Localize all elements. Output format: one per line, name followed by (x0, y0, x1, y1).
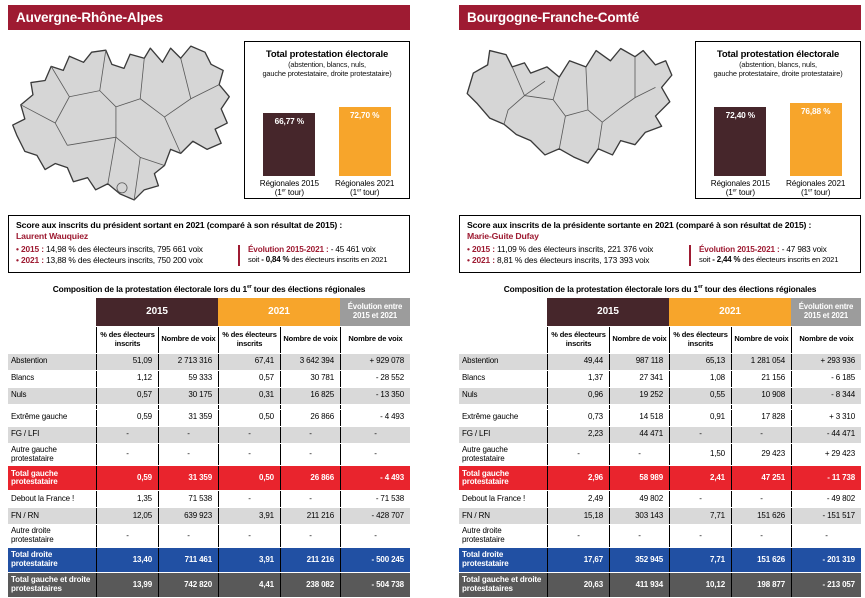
row-label: FG / LFI (459, 427, 547, 443)
bar-value: 66,77 % (274, 115, 305, 126)
evolution-subline: soit - 0,84 % des électeurs inscrits en 2021 (248, 254, 388, 264)
row-cell: - (669, 491, 731, 507)
col-header: Nombre de voix (791, 327, 861, 353)
evolution-line: Évolution 2015-2021 : - 47 983 voix (699, 244, 827, 254)
table-row (459, 466, 861, 490)
row-cell: - (280, 491, 340, 507)
row-cell: - (547, 525, 609, 547)
col-header: % des électeurs inscrits (96, 327, 158, 353)
row-label: Total droite protestataire (8, 548, 96, 572)
row-cell: 639 923 (158, 508, 218, 524)
row-cell: 51,09 (96, 354, 158, 370)
row-cell: 16 825 (280, 388, 340, 404)
row-cell: 31 359 (158, 466, 218, 490)
row-cell: 15,18 (547, 508, 609, 524)
row-cell: 211 216 (280, 508, 340, 524)
row-cell: 303 143 (609, 508, 669, 524)
row-label: Total gauche protestataire (8, 466, 96, 490)
table-row (8, 573, 410, 597)
row-label: Extrême gauche (8, 410, 96, 426)
row-label: Autre droite protestataire (8, 525, 96, 547)
row-cell: 352 945 (609, 548, 669, 572)
row-cell: + 29 423 (791, 444, 861, 466)
row-cell: 3,91 (218, 548, 280, 572)
region-title: Bourgogne-Franche-Comté (459, 5, 861, 30)
row-label: Autre gauche protestataire (459, 444, 547, 466)
row-cell: 0,31 (218, 388, 280, 404)
table-row (8, 427, 410, 443)
row-label: Total gauche protestataire (459, 466, 547, 490)
row-cell: 65,13 (669, 354, 731, 370)
row-cell: - (340, 525, 410, 547)
row-cell: 3 642 394 (280, 354, 340, 370)
row-cell: 711 461 (158, 548, 218, 572)
row-label (459, 405, 547, 409)
row-cell: - 500 245 (340, 548, 410, 572)
table-row (459, 410, 861, 426)
row-cell: 2,96 (547, 466, 609, 490)
row-cell: - (609, 444, 669, 466)
score-divider (238, 245, 240, 266)
evolution-block (248, 244, 402, 267)
row-label: Nuls (459, 388, 547, 404)
row-cell: - 44 471 (791, 427, 861, 443)
row-label: Total droite protestataire (459, 548, 547, 572)
row-label: Blancs (459, 371, 547, 387)
composition-table (8, 297, 410, 598)
table-row (459, 388, 861, 404)
total-protest-chart (244, 41, 410, 199)
row-cell: 0,73 (547, 410, 609, 426)
bar-label: Régionales 2021 (1er tour) (335, 178, 395, 197)
row-cell: - 201 319 (791, 548, 861, 572)
table-row (8, 371, 410, 387)
row-cell: 7,71 (669, 548, 731, 572)
table-row (459, 427, 861, 443)
row-cell: 49 802 (609, 491, 669, 507)
row-cell: - (218, 427, 280, 443)
table-row (8, 354, 410, 370)
table-group-header-row (459, 298, 861, 326)
row-cell: - 28 552 (340, 371, 410, 387)
bar-group-2021 (785, 83, 847, 200)
row-cell: + 293 936 (791, 354, 861, 370)
region-map-auvergne-rhone-alpes (8, 36, 236, 204)
table-row (8, 548, 410, 572)
row-cell: - 49 802 (791, 491, 861, 507)
row-cell: 3,91 (218, 508, 280, 524)
row-cell: - 11 738 (791, 466, 861, 490)
header-2015: 2015 (547, 298, 669, 326)
row-cell: 2,23 (547, 427, 609, 443)
score-lines (16, 244, 238, 267)
row-cell: 0,55 (669, 388, 731, 404)
bar-value: 72,40 % (725, 109, 756, 120)
table-subheader-row (8, 327, 410, 353)
row-label: Extrême gauche (459, 410, 547, 426)
table-title: Composition de la protestation électorale lors du 1er tour des élections régionales (52, 283, 366, 294)
bar-chart (696, 83, 860, 200)
row-cell: 17,67 (547, 548, 609, 572)
row-cell: - 6 185 (791, 371, 861, 387)
header-2021: 2021 (218, 298, 340, 326)
row-cell: 26 866 (280, 466, 340, 490)
region-map-bourgogne-franche-comte (459, 36, 679, 192)
row-cell: 987 118 (609, 354, 669, 370)
row-cell (280, 405, 340, 409)
row-cell: - (218, 444, 280, 466)
score-heading: Score aux inscrits du président sortant en 2021 (comparé à son résultat de 2015) : (16, 220, 343, 230)
table-row (8, 466, 410, 490)
table-row (459, 525, 861, 547)
row-cell: - (669, 427, 731, 443)
table-group-header-row (8, 298, 410, 326)
table-row (459, 573, 861, 597)
bar-chart (245, 83, 409, 200)
bar-label: Régionales 2015 (1er tour) (259, 178, 319, 197)
row-cell: 27 341 (609, 371, 669, 387)
evolution-line: Évolution 2015-2021 : - 45 461 voix (248, 244, 376, 254)
row-cell: - (158, 444, 218, 466)
row-cell: 0,96 (547, 388, 609, 404)
row-cell: - (791, 525, 861, 547)
row-cell (547, 405, 609, 409)
row-cell: 151 626 (731, 548, 791, 572)
row-cell: - (731, 427, 791, 443)
row-cell (791, 405, 861, 409)
table-row (459, 491, 861, 507)
row-cell: - (96, 427, 158, 443)
row-cell: - (218, 491, 280, 507)
bar-value: 72,70 % (349, 109, 380, 120)
row-cell: 30 175 (158, 388, 218, 404)
row-cell: 4,41 (218, 573, 280, 597)
row-cell: 29 423 (731, 444, 791, 466)
chart-title: Total protestation électorale (716, 49, 840, 60)
table-row (8, 491, 410, 507)
score-line-2021: • 2021 : 8,81 % des électeurs inscrits, 173 393 voix (467, 255, 650, 266)
score-details (16, 244, 402, 267)
row-cell: 10,12 (669, 573, 731, 597)
row-cell: + 3 310 (791, 410, 861, 426)
row-cell: - (669, 525, 731, 547)
score-details (467, 244, 853, 267)
col-header: % des électeurs inscrits (547, 327, 609, 353)
chart-subtitle: (abstention, blancs, nuls, gauche protestataire, droite protestataire) (713, 60, 843, 79)
row-label: Total gauche et droite protestataires (8, 573, 96, 597)
row-cell: 20,63 (547, 573, 609, 597)
table-spacer-row (8, 405, 410, 409)
row-label: Blancs (8, 371, 96, 387)
row-cell: 2,41 (669, 466, 731, 490)
row-cell (158, 405, 218, 409)
table-row (8, 444, 410, 466)
header-evolution: Évolution entre 2015 et 2021 (791, 298, 861, 326)
row-cell: - (280, 525, 340, 547)
row-cell (609, 405, 669, 409)
row-cell: - (158, 525, 218, 547)
row-label: Nuls (8, 388, 96, 404)
table-subheader-row (459, 327, 861, 353)
score-box (459, 215, 861, 273)
row-cell: 7,71 (669, 508, 731, 524)
table-row (459, 508, 861, 524)
bar-2021 (790, 103, 842, 176)
row-label: Autre gauche protestataire (8, 444, 96, 466)
row-cell: 1,12 (96, 371, 158, 387)
row-cell: 26 866 (280, 410, 340, 426)
row-cell: 31 359 (158, 410, 218, 426)
row-cell (218, 405, 280, 409)
table-title: Composition de la protestation électorale lors du 1er tour des élections régionales (503, 283, 817, 294)
region-overview (8, 30, 410, 210)
table-row (459, 354, 861, 370)
row-cell: 0,50 (218, 410, 280, 426)
bar-2015 (263, 113, 315, 176)
bar-2021 (339, 107, 391, 176)
row-cell: - 71 538 (340, 491, 410, 507)
row-cell: 30 781 (280, 371, 340, 387)
row-cell: 1,35 (96, 491, 158, 507)
row-cell: - (96, 444, 158, 466)
col-header: Nombre de voix (609, 327, 669, 353)
bar-group-2015 (709, 83, 771, 200)
row-cell: - 428 707 (340, 508, 410, 524)
evolution-block (699, 244, 853, 267)
table-row (459, 371, 861, 387)
row-cell: - 213 057 (791, 573, 861, 597)
row-cell: 238 082 (280, 573, 340, 597)
row-cell: - (731, 491, 791, 507)
row-cell: - (609, 525, 669, 547)
score-name: Laurent Wauquiez (16, 230, 89, 241)
row-cell: 1,37 (547, 371, 609, 387)
row-cell: 1,08 (669, 371, 731, 387)
table-spacer-row (459, 405, 861, 409)
score-heading: Score aux inscrits de la présidente sortante en 2021 (comparé à son résultat de 2015) : (467, 220, 812, 230)
region-panel-bourgogne-franche-comte (459, 5, 861, 598)
row-cell: - (280, 427, 340, 443)
row-cell: 71 538 (158, 491, 218, 507)
row-cell: 67,41 (218, 354, 280, 370)
row-label: Abstention (459, 354, 547, 370)
col-header: Nombre de voix (280, 327, 340, 353)
row-label (8, 405, 96, 409)
composition-table (459, 297, 861, 598)
col-header: % des électeurs inscrits (218, 327, 280, 353)
row-cell: 12,05 (96, 508, 158, 524)
row-cell: 49,44 (547, 354, 609, 370)
row-cell: 0,59 (96, 466, 158, 490)
region-panel-auvergne-rhone-alpes (8, 5, 410, 598)
table-row (459, 444, 861, 466)
row-cell: 0,57 (218, 371, 280, 387)
row-label: Debout la France ! (459, 491, 547, 507)
row-cell: - (340, 427, 410, 443)
score-divider (689, 245, 691, 266)
table-row (8, 410, 410, 426)
row-cell (669, 405, 731, 409)
table-row (8, 388, 410, 404)
row-label: FN / RN (8, 508, 96, 524)
row-label: FN / RN (459, 508, 547, 524)
row-cell: - (218, 525, 280, 547)
col-header: % des électeurs inscrits (669, 327, 731, 353)
row-cell: 1 281 054 (731, 354, 791, 370)
table-row (8, 525, 410, 547)
row-cell: 13,40 (96, 548, 158, 572)
col-header: Nombre de voix (158, 327, 218, 353)
row-cell (731, 405, 791, 409)
row-cell: 742 820 (158, 573, 218, 597)
score-box (8, 215, 410, 273)
row-cell: - (96, 525, 158, 547)
row-cell: - 4 493 (340, 466, 410, 490)
header-2021: 2021 (669, 298, 791, 326)
region-overview (459, 30, 861, 210)
row-cell: 14 518 (609, 410, 669, 426)
row-cell: 10 908 (731, 388, 791, 404)
total-protest-chart (695, 41, 861, 199)
row-cell: - 504 738 (340, 573, 410, 597)
row-label: FG / LFI (8, 427, 96, 443)
row-cell: 58 989 (609, 466, 669, 490)
row-cell: 0,50 (218, 466, 280, 490)
row-cell: - 151 517 (791, 508, 861, 524)
region-title: Auvergne-Rhône-Alpes (8, 5, 410, 30)
row-cell: 44 471 (609, 427, 669, 443)
score-name: Marie-Guite Dufay (467, 230, 539, 241)
row-cell: - (280, 444, 340, 466)
row-cell: - 8 344 (791, 388, 861, 404)
row-label: Total gauche et droite protestataires (459, 573, 547, 597)
score-line-2015: • 2015 : 11,09 % des électeurs inscrits, 221 376 voix (467, 243, 654, 254)
row-cell: - (547, 444, 609, 466)
score-line-2021: • 2021 : 13,88 % des électeurs inscrits, 750 200 voix (16, 255, 203, 266)
row-cell: 411 934 (609, 573, 669, 597)
row-cell: 13,99 (96, 573, 158, 597)
chart-title: Total protestation électorale (265, 49, 389, 60)
row-cell: + 929 078 (340, 354, 410, 370)
row-cell: 17 828 (731, 410, 791, 426)
row-cell: - 13 350 (340, 388, 410, 404)
row-label: Autre droite protestataire (459, 525, 547, 547)
table-row (459, 548, 861, 572)
row-cell: - (158, 427, 218, 443)
row-label: Abstention (8, 354, 96, 370)
bar-label: Régionales 2021 (1er tour) (786, 178, 846, 197)
row-label: Debout la France ! (8, 491, 96, 507)
header-2015: 2015 (96, 298, 218, 326)
col-header: Nombre de voix (731, 327, 791, 353)
row-cell: 0,59 (96, 410, 158, 426)
bar-label: Régionales 2015 (1er tour) (710, 178, 770, 197)
table-row (8, 508, 410, 524)
row-cell: 211 216 (280, 548, 340, 572)
row-cell (340, 405, 410, 409)
row-cell: 151 626 (731, 508, 791, 524)
row-cell: 2,49 (547, 491, 609, 507)
row-cell: 2 713 316 (158, 354, 218, 370)
row-cell: 0,91 (669, 410, 731, 426)
evolution-subline: soit - 2,44 % des électeurs inscrits en 2021 (699, 254, 839, 264)
row-cell: - (340, 444, 410, 466)
row-cell: 59 333 (158, 371, 218, 387)
row-cell: 21 156 (731, 371, 791, 387)
row-cell: 0,57 (96, 388, 158, 404)
row-cell: 1,50 (669, 444, 731, 466)
bar-value: 76,88 % (800, 105, 831, 116)
row-cell: 19 252 (609, 388, 669, 404)
row-cell (96, 405, 158, 409)
row-cell: - 4 493 (340, 410, 410, 426)
row-cell: - (731, 525, 791, 547)
col-header: Nombre de voix (340, 327, 410, 353)
score-lines (467, 244, 689, 267)
score-line-2015: • 2015 : 14,98 % des électeurs inscrits, 795 661 voix (16, 243, 203, 254)
row-cell: 198 877 (731, 573, 791, 597)
bar-2015 (714, 107, 766, 176)
bar-group-2021 (334, 83, 396, 200)
header-evolution: Évolution entre 2015 et 2021 (340, 298, 410, 326)
bar-group-2015 (258, 83, 320, 200)
row-cell: 47 251 (731, 466, 791, 490)
chart-subtitle: (abstention, blancs, nuls, gauche protestataire, droite protestataire) (262, 60, 392, 79)
